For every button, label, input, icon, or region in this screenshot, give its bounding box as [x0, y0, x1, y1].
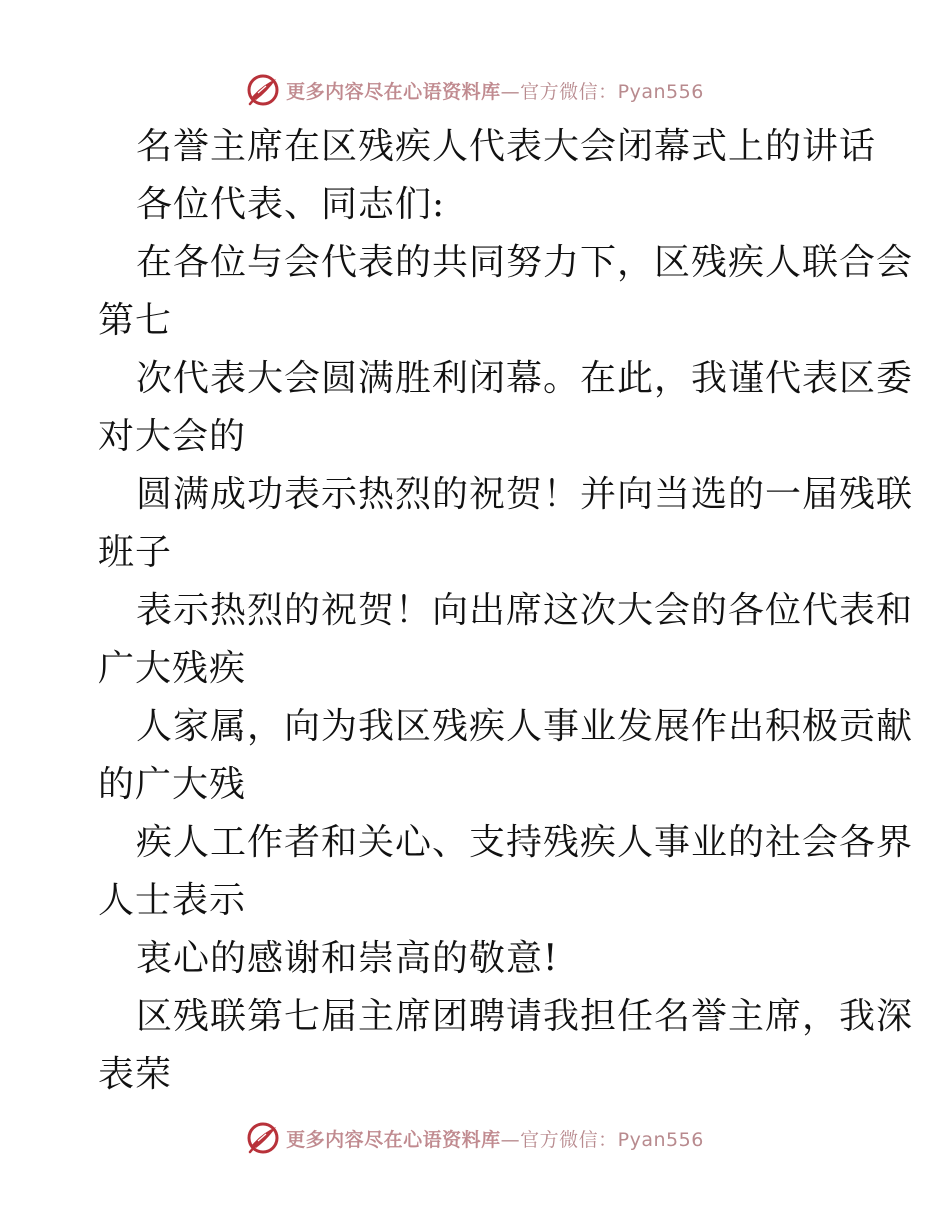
text-line: 在各位与会代表的共同努力下，区残疾人联合会	[136, 242, 914, 283]
text-line: 表荣	[98, 1054, 173, 1095]
text-line: 的广大残	[98, 764, 247, 805]
document-title: 名誉主席在区残疾人代表大会闭幕式上的讲话	[136, 126, 877, 167]
feather-pen-logo-icon	[246, 73, 280, 107]
text-line: 衷心的感谢和崇高的敬意!	[136, 938, 559, 979]
footer-banner	[0, 1118, 950, 1158]
text-line: 疾人工作者和关心、支持残疾人事业的社会各界	[136, 822, 914, 863]
text-line: 次代表大会圆满胜利闭幕。在此，我谨代表区委	[136, 358, 914, 399]
text-line: 对大会的	[98, 416, 247, 457]
text-line: 各位代表、同志们:	[136, 184, 446, 225]
text-line: 圆满成功表示热烈的祝贺！并向当选的一届残联	[136, 474, 914, 515]
banner-sub-text: —官方微信：Pyan556	[500, 80, 704, 103]
feather-pen-logo-icon	[246, 1121, 280, 1155]
text-line: 广大残疾	[98, 648, 247, 689]
text-line: 班子	[98, 532, 173, 573]
banner-sub-text: —官方微信：Pyan556	[500, 1128, 704, 1151]
text-line: 表示热烈的祝贺！向出席这次大会的各位代表和	[136, 590, 914, 631]
text-line: 人士表示	[98, 880, 247, 921]
banner-main-text: 更多内容尽在心语资料库	[286, 1128, 501, 1151]
text-line: 第七	[98, 300, 173, 341]
header-banner	[0, 70, 950, 110]
banner-main-text: 更多内容尽在心语资料库	[286, 80, 501, 103]
text-line: 区残联第七届主席团聘请我担任名誉主席，我深	[136, 996, 914, 1037]
text-line: 人家属，向为我区残疾人事业发展作出积极贡献	[136, 706, 914, 747]
